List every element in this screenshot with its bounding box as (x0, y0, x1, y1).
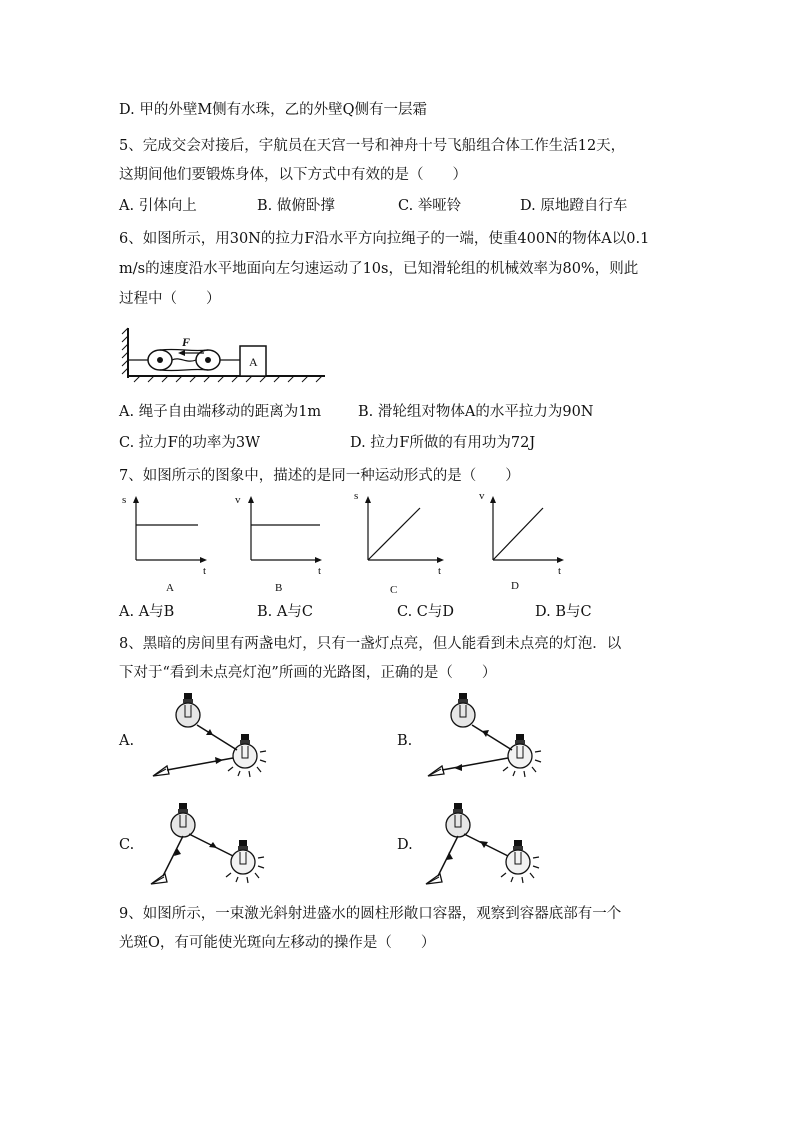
q5-stem-line2: 这期间他们要锻炼身体，以下方式中有效的是（ ） (119, 167, 467, 183)
q7-graph-d (479, 490, 564, 592)
q6-force-label: F (182, 335, 191, 349)
lit-bulb-icon (228, 734, 266, 777)
q5-stem-line1: 5、完成交会对接后，宇航员在天宫一号和神舟十号飞船组合体工作生活12天， (119, 138, 626, 154)
lit-bulb-icon (226, 840, 264, 883)
q7-graph-b (235, 494, 322, 594)
q7-graph-b-caption: B (275, 582, 283, 594)
q7-graph-d-caption: D (511, 580, 519, 592)
unlit-bulb-icon (451, 693, 475, 727)
q7-graph-b-x: t (318, 565, 322, 577)
q7-graph-c-y: s (354, 490, 359, 502)
unlit-bulb-icon (446, 803, 470, 837)
eye-icon (428, 766, 444, 776)
q8-option-a-letter: A. (119, 733, 135, 749)
q7-option-b: B. A与C (257, 604, 313, 620)
q6-option-a: A. 绳子自由端移动的距离为1m (119, 404, 322, 420)
lit-bulb-icon (501, 840, 539, 883)
q8-stem-line2: 下对于“看到未点亮灯泡”所画的光路图，正确的是（ ） (119, 665, 497, 681)
q8-option-c-letter: C. (119, 837, 135, 853)
q7-graph-c (354, 490, 444, 596)
q9-stem-line1: 9、如图所示，一束激光斜射进盛水的圆柱形敞口容器，观察到容器底部有一个 (119, 906, 622, 922)
q8-diagram-a (145, 688, 275, 788)
q7-option-a: A. A与B (119, 604, 175, 620)
q5-option-c: C. 举哑铃 (398, 198, 462, 214)
q5-option-d: D. 原地蹬自行车 (520, 198, 628, 214)
q8-option-b-letter: B. (397, 733, 413, 749)
q8-option-d-letter: D. (397, 837, 413, 853)
lit-bulb-icon (503, 734, 541, 777)
q4-option-d: D. 甲的外壁M侧有水珠，乙的外壁Q侧有一层霜 (119, 102, 428, 118)
q7-graph-b-y: v (235, 494, 241, 506)
q7-graph-d-x: t (558, 565, 562, 577)
q6-pulley-figure (120, 326, 330, 386)
eye-icon (426, 874, 442, 884)
q7-option-c: C. C与D (397, 604, 455, 620)
q7-stem: 7、如图所示的图象中，描述的是同一种运动形式的是（ ） (119, 468, 520, 484)
q7-graph-a-y: s (122, 494, 127, 506)
q5-option-a: A. 引体向上 (119, 198, 197, 214)
q8-stem-line1: 8、黑暗的房间里有两盏电灯，只有一盏灯点亮，但人能看到未点亮的灯泡．以 (119, 636, 622, 652)
q7-graphs (118, 490, 568, 595)
q6-stem-line2: m/s的速度沿水平地面向左匀速运动了10s，已知滑轮组的机械效率为80%，则此 (119, 261, 639, 277)
q7-option-d: D. B与C (535, 604, 592, 620)
q6-option-c: C. 拉力F的功率为3W (119, 435, 260, 451)
q8-diagram-c (145, 800, 275, 895)
q8-diagram-b (420, 688, 550, 788)
q6-option-b: B. 滑轮组对物体A的水平拉力为90N (358, 404, 594, 420)
q5-option-b: B. 做俯卧撑 (257, 198, 335, 214)
q7-graph-c-x: t (438, 565, 442, 577)
q6-stem-line3: 过程中（ ） (119, 291, 221, 307)
eye-icon (153, 766, 169, 776)
q7-graph-a (122, 494, 207, 594)
q7-graph-c-caption: C (390, 584, 398, 596)
q7-graph-a-x: t (203, 565, 207, 577)
q6-block-label: A (249, 355, 258, 369)
unlit-bulb-icon (171, 803, 195, 837)
eye-icon (151, 874, 167, 884)
q8-diagram-d (420, 800, 550, 895)
q6-stem-line1: 6、如图所示，用30N的拉力F沿水平方向拉绳子的一端，使重400N的物体A以0.1 (119, 231, 650, 247)
unlit-bulb-icon (176, 693, 200, 727)
q9-stem-line2: 光斑O，有可能使光斑向左移动的操作是（ ） (119, 935, 436, 951)
q7-graph-a-caption: A (166, 582, 174, 594)
q6-option-d: D. 拉力F所做的有用功为72J (350, 435, 536, 451)
q7-graph-d-y: v (479, 490, 485, 502)
